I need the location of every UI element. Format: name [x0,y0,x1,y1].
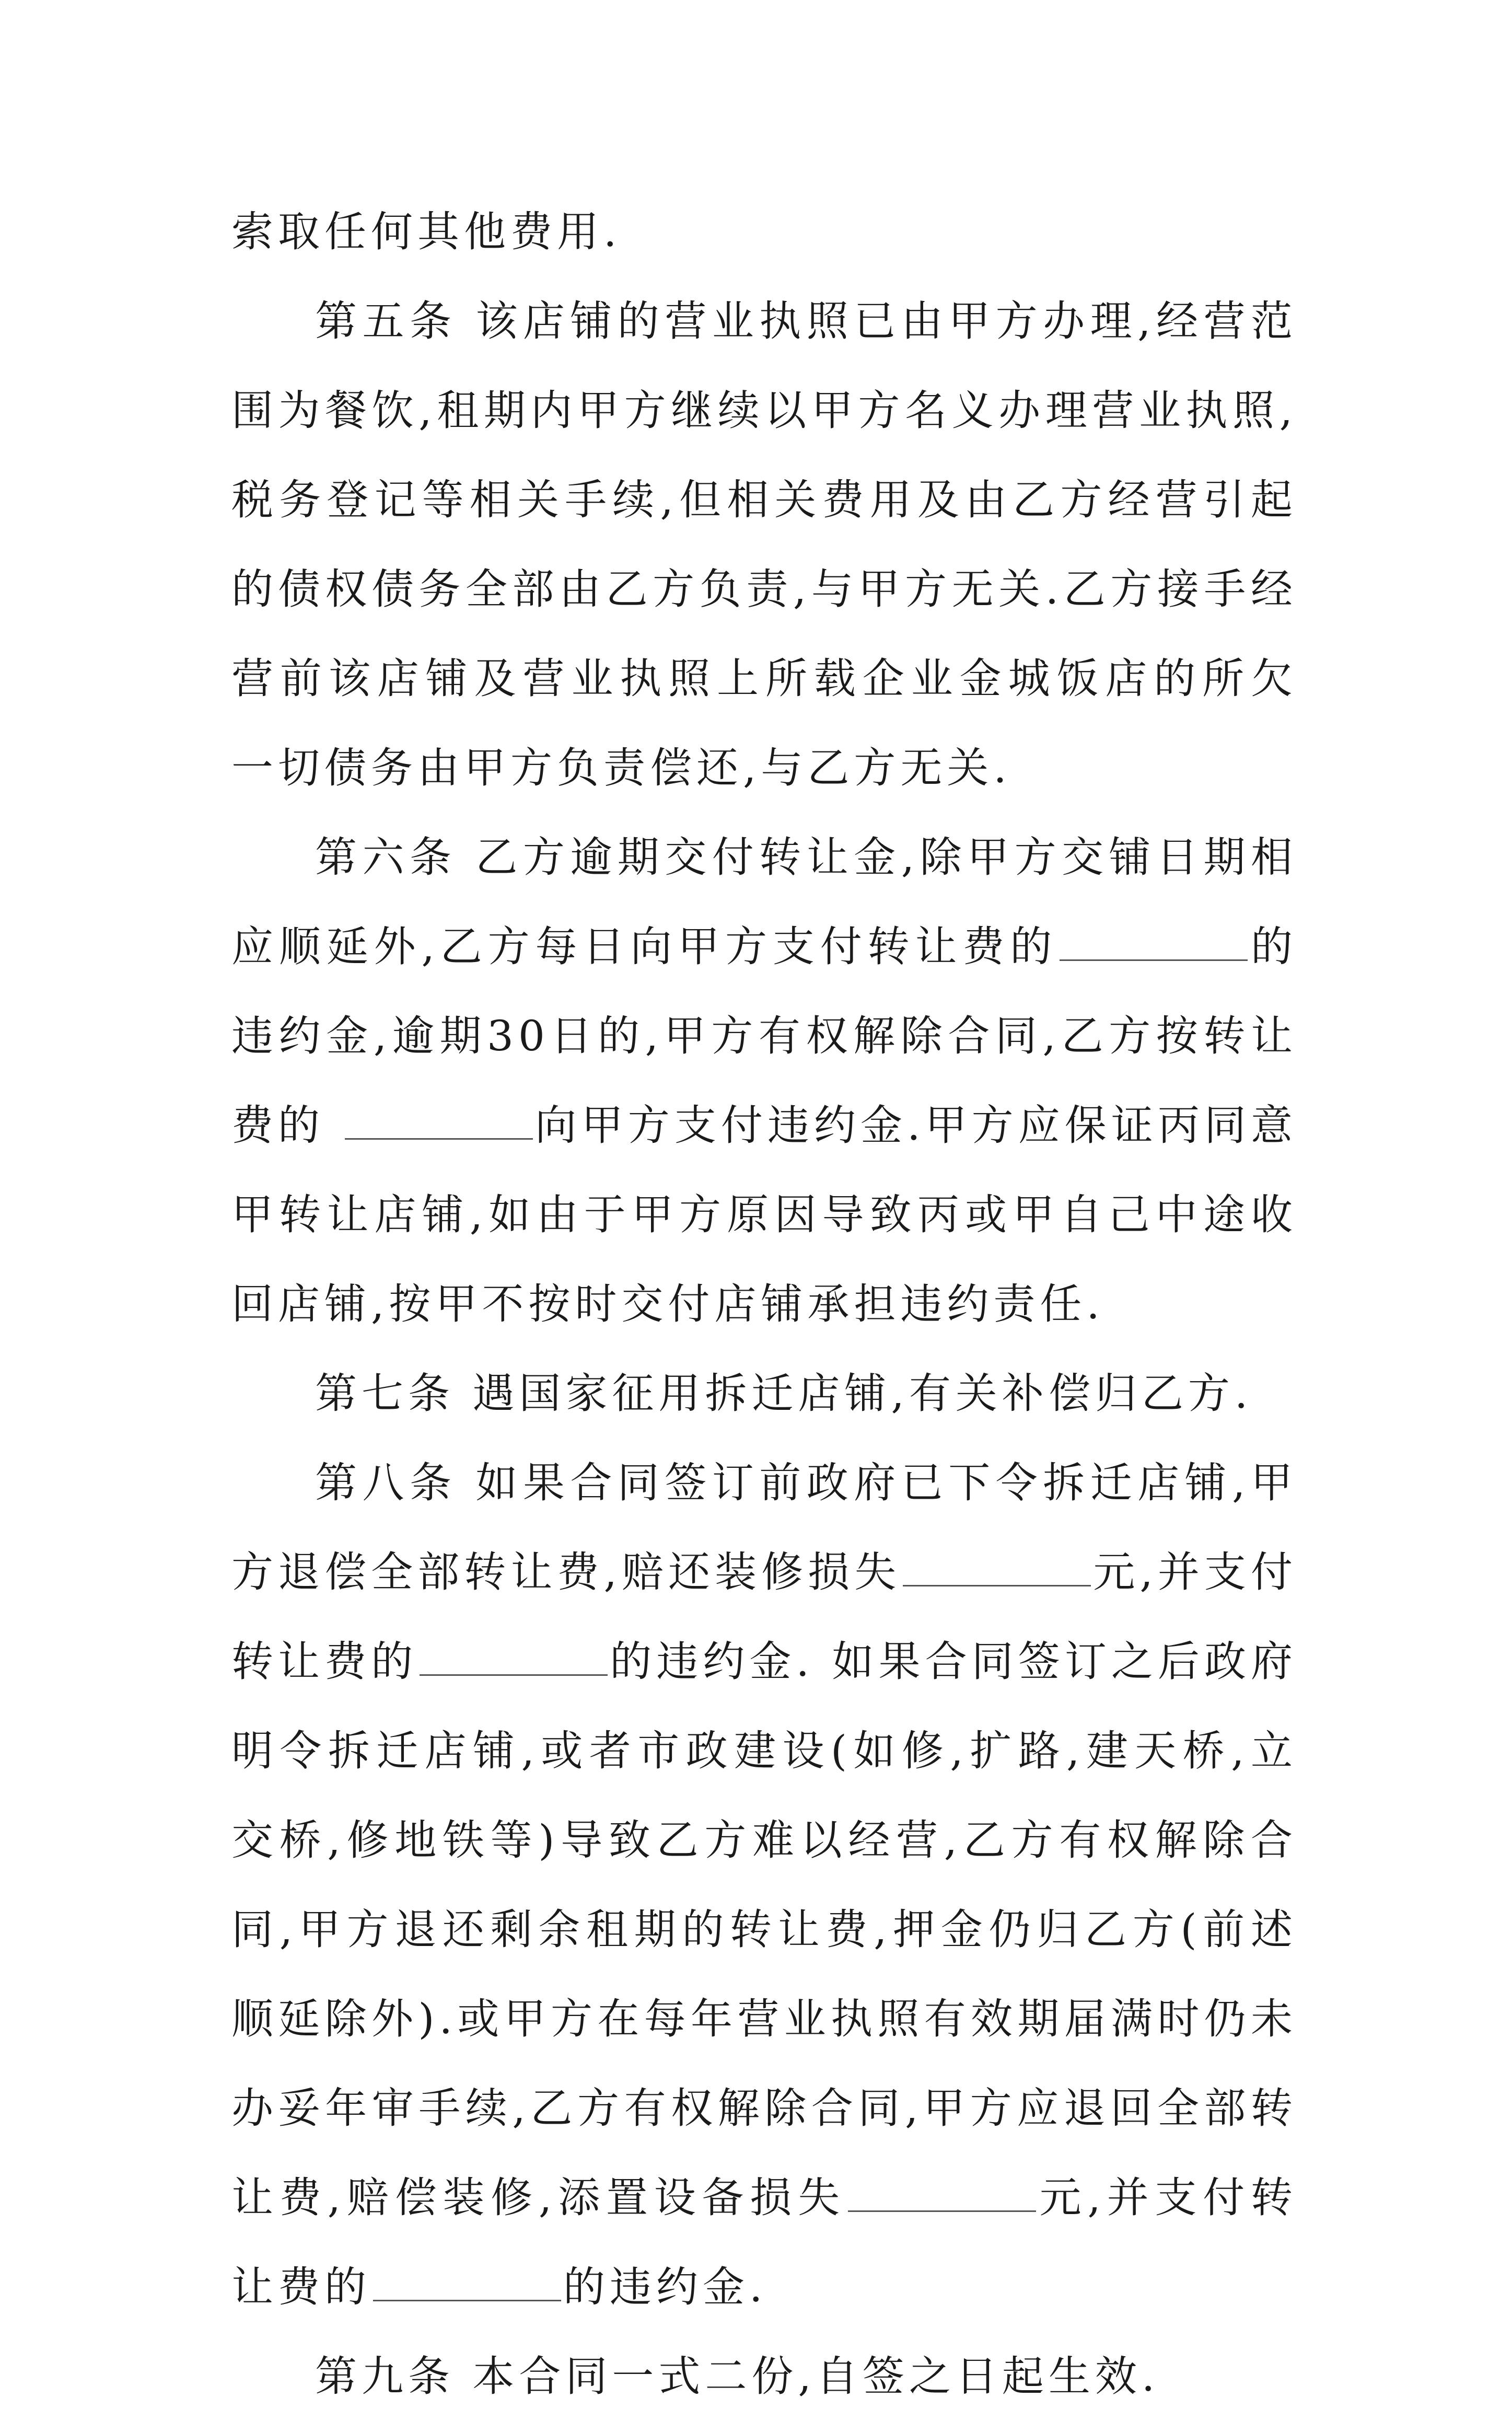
paragraph-p0 [231,187,1297,276]
fill-in-blank [1060,928,1248,961]
paragraph-p8 [231,1438,1297,2332]
fill-in-blank [373,2268,561,2301]
paragraph-text: 元,并支付转让费的 [231,2173,1297,2311]
paragraph-text: 第七条 遇国家征用拆迁店铺,有关补偿归乙方. [315,1369,1253,1418]
paragraph-p7 [231,1349,1297,1438]
paragraph-text: 的违约金. 如果合同签订之后政府明令拆迁店铺,或者市政建设(如修,扩路,建天桥,立交桥,修地铁等)导致乙方难以经营,乙方有权解除合同,甲方退还剩余租期的转让费,押金仍归乙方(前述顺延除外).或甲方在每年营业执照有效期届满时仍未办妥年审手续,乙方有权解除合同,甲方应退回全部转让费,赔偿装修,添置设备损失 [231,1637,1298,2222]
paragraph-text: 第八条 如果合同签订前政府已下令拆迁店铺,甲方退偿全部转让费,赔还装修损失 [231,1458,1297,1596]
paragraph-text: 第九条 本合同一式二份,自签之日起生效. [315,2352,1160,2401]
paragraph-text: 的违约金,逾期30日的,甲方有权解除合同,乙方按转让费的 [231,922,1297,1150]
paragraph-text: 第五条 该店铺的营业执照已由甲方办理,经营范围为餐饮,租期内甲方继续以甲方名义办理营业执照,税务登记等相关手续,但相关费用及由乙方经营引起的债权债务全部由乙方负责,与甲方无关.乙方接手经营前该店铺及营业执照上所载企业金城饭店的所欠一切债务由甲方负责偿还,与乙方无关. [231,297,1297,792]
paragraph-text: 索取任何其他费用. [231,207,622,256]
fill-in-blank [848,2179,1036,2212]
paragraph-text: 向甲方支付违约金.甲方应保证丙同意甲转让店铺,如由于甲方原因导致丙或甲自己中途收回店铺,按甲不按时交付店铺承担违约责任. [231,1101,1297,1328]
paragraph-text: 第六条 乙方逾期交付转让金,除甲方交铺日期相应顺延外,乙方每日向甲方支付转让费的 [231,833,1297,971]
fill-in-blank [420,1643,608,1676]
paragraph-p5 [231,276,1297,813]
contract-body [231,187,1297,2421]
fill-in-blank [345,1107,533,1140]
fill-in-blank [903,1554,1091,1586]
paragraph-text: 元,并支付转让费的 [231,1548,1297,1686]
paragraph-p6 [231,813,1297,1349]
paragraph-text: 的违约金. [563,2263,767,2311]
paragraph-p9 [231,2332,1297,2421]
